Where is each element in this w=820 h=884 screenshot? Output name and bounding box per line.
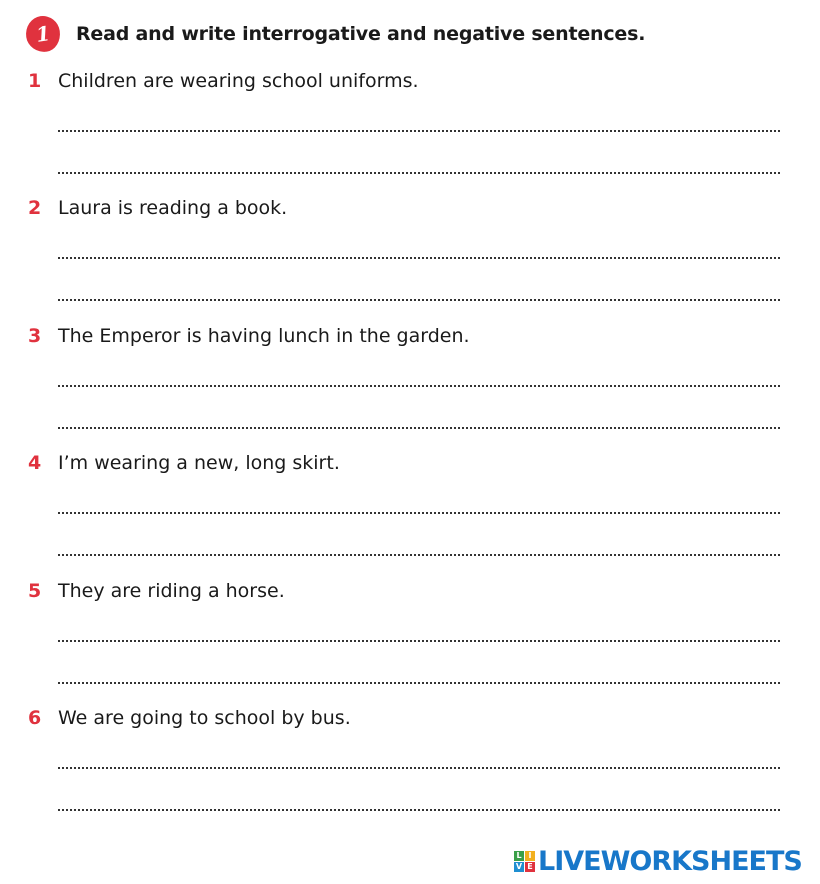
answer-input-2a[interactable] [58,237,780,259]
item-sentence: I’m wearing a new, long skirt. [58,452,340,474]
logo-mark-letter: L [514,851,524,861]
logo-mark-letter: I [525,851,535,861]
item-number: 6 [28,707,42,729]
exercise-number-badge [24,14,63,54]
item-number: 4 [28,452,42,474]
answer-input-4b[interactable] [58,534,780,556]
answer-input-4a[interactable] [58,492,780,514]
exercise-instruction: Read and write interrogative and negative sentences. [76,23,646,45]
logo-mark-letter: E [525,862,535,872]
item-number: 5 [28,580,42,602]
item-sentence: They are riding a horse. [58,580,285,602]
logo-text: LIVEWORKSHEETS [538,846,802,877]
item-number: 2 [28,197,42,219]
item-number: 1 [28,70,42,92]
item-sentence: Laura is reading a book. [58,197,288,219]
exercise-item-2 [28,197,782,227]
answer-input-6a[interactable] [58,747,780,769]
answer-input-1b[interactable] [58,152,780,174]
answer-input-3a[interactable] [58,365,780,387]
answer-input-3b[interactable] [58,407,780,429]
item-sentence: We are going to school by bus. [58,707,351,729]
logo-mark-letter: V [515,862,523,871]
item-sentence: Children are wearing school uniforms. [58,70,419,92]
exercise-item-5 [28,580,782,610]
exercise-number: 1 [34,21,52,47]
exercise-item-4 [28,452,782,482]
exercise-header [26,14,645,54]
answer-input-5a[interactable] [58,620,780,642]
answer-input-5b[interactable] [58,662,780,684]
exercise-item-6 [28,707,782,737]
item-sentence: The Emperor is having lunch in the garden. [58,325,470,347]
item-number: 3 [28,325,42,347]
liveworksheets-logo [514,846,802,877]
answer-input-2b[interactable] [58,279,780,301]
exercise-item-1 [28,70,782,100]
answer-input-1a[interactable] [58,110,780,132]
liveworksheets-logo-icon [514,851,535,872]
exercise-item-3 [28,325,782,355]
answer-input-6b[interactable] [58,789,780,811]
